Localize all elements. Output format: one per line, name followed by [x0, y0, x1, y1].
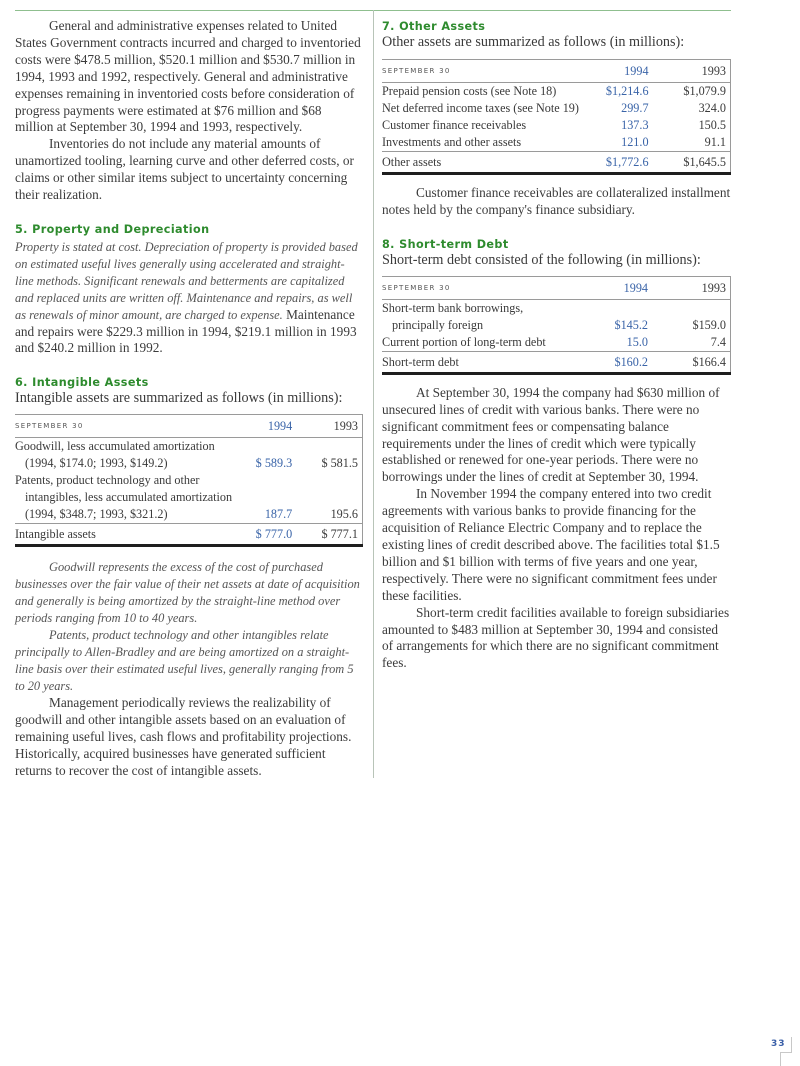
table-header-label: SEPTEMBER 30 [15, 415, 232, 438]
row-label: Customer finance receivables [382, 118, 527, 132]
short-term-debt-table [382, 276, 731, 375]
row-label: Investments and other assets [382, 135, 522, 149]
row-label: Net deferred income taxes (see Note 19) [382, 101, 579, 115]
patents-paragraph: Patents, product technology and other intangibles relate principally to Allen-Bradley and are being amortized on a straight-line basis over their estimated useful lives, generally ranging from 5 to 20 years. [15, 628, 354, 694]
table-row [15, 472, 363, 489]
table-header-row [382, 276, 731, 299]
table-row [382, 117, 731, 134]
table-total-row [15, 524, 363, 546]
note5-repairs-text: Maintenance and repairs were $229.3 million in 1994, $219.1 million in 1993 and $240.2 million in 1992. [15, 306, 357, 356]
value-1993: 324.0 [698, 101, 726, 115]
table-row [15, 455, 363, 472]
total-label: Intangible assets [15, 524, 232, 546]
value-1993: 195.6 [330, 507, 358, 522]
value-1994: 121.0 [621, 135, 649, 149]
total-label: Short-term debt [382, 351, 578, 373]
table-header-1994: 1994 [232, 415, 292, 438]
value-1994: 187.7 [264, 507, 293, 522]
column-divider [373, 10, 374, 778]
foreign-facilities-paragraph: Short-term credit facilities available to foreign subsidiaries amounted to $483 million at September 30, 1994 and consisted of arrangements for which there are no significant commitment fees. [382, 604, 730, 671]
row-label: principally foreign [392, 317, 484, 332]
other-assets-table [382, 59, 731, 175]
note5-heading: 5. Property and Depreciation [15, 222, 210, 236]
customer-finance-paragraph: Customer finance receivables are collateralized installment notes held by the company's finance subsidiary. [382, 185, 731, 217]
value-1994: 15.0 [626, 334, 648, 349]
table-header-label: SEPTEMBER 30 [382, 60, 579, 83]
table-row [382, 134, 731, 152]
table-total-row [382, 152, 731, 174]
table-header-1993: 1993 [649, 60, 731, 83]
table-header-1993: 1993 [292, 415, 362, 438]
note7-heading: 7. Other Assets [382, 20, 486, 33]
value-1993: 91.1 [704, 135, 726, 149]
credit-agreements-paragraph: In November 1994 the company entered into two credit agreements with various banks to provide financing for the acquisition of Reliance Electric Company and to replace the existing lines of credit described above. The facilities total $1.5 billion and $1 billion with terms of five years and one year, respectively. There were no significant commitment fees under these facilities. [382, 486, 720, 603]
note7-intro: Other assets are summarized as follows (in millions): [382, 34, 685, 50]
table-row [382, 317, 731, 334]
table-row [15, 438, 363, 456]
note8-intro: Short-term debt consisted of the following (in millions): [382, 251, 701, 268]
total-1994: $ 777.0 [232, 524, 292, 546]
row-label: Short-term bank borrowings, [382, 300, 524, 315]
right-column [382, 0, 731, 672]
table-row [382, 83, 731, 101]
total-1993: $166.4 [648, 351, 731, 373]
value-1993: $ 581.5 [321, 456, 358, 471]
page-bracket-line [791, 1037, 792, 1052]
inventory-paragraph-1: General and administrative expenses related to United States Government contracts incurred and charged to inventoried costs were $478.5 million, $520.1 million and $530.7 million in 1994, 1993 and 1992, respectively. General and administrative expenses remaining in inventoried costs before consideration of progress payments were estimated at $76 million and $68 million at September 30, 1994 and 1993, respectively. [15, 18, 361, 135]
goodwill-paragraph: Goodwill represents the excess of the cost of purchased businesses over the fair value of their net assets at date of acquisition and generally is being amortized by the straight-line method over periods ranging from 10 to 40 years. [15, 560, 360, 626]
management-review-paragraph: Management periodically reviews the realizability of goodwill and other intangible assets based on an evaluation of remaining useful lives, cash flows and profitability projections. Historically, acquired businesses have generated sufficient returns to recover the cost of intangible assets. [15, 695, 352, 778]
value-1994: 137.3 [621, 118, 649, 132]
total-1993: $1,645.5 [649, 152, 731, 174]
page-number: 33 [771, 1039, 786, 1049]
value-1994: 299.7 [621, 101, 649, 115]
value-1993: 150.5 [698, 118, 726, 132]
credit-lines-paragraph: At September 30, 1994 the company had $630 million of unsecured lines of credit with various banks. There were no significant commitment fees or compensating balance requirements under the lines of credit which were typically established or renewed for one-year periods. There were no borrowings under the lines of credit at September 30, 1994. [382, 384, 720, 485]
page-bracket-line [780, 1052, 781, 1066]
note5-policy-text: Property is stated at cost. Depreciation of property is provided based on estimated useful lives generally using accelerated and straight-line methods. Significant renewals and betterments are capitalized and replaced units are written off. Maintenance and repairs, as well as renewals of minor amount, are charged to expense. [15, 239, 358, 322]
row-label: Goodwill, less accumulated amortization [15, 439, 215, 454]
total-1993: $ 777.1 [292, 524, 362, 546]
intangible-assets-table [15, 414, 363, 547]
table-row [382, 334, 731, 352]
value-1994: $145.2 [614, 317, 648, 332]
value-1994: $1,214.6 [605, 84, 649, 98]
value-1994: $ 589.3 [255, 456, 293, 471]
table-row [15, 506, 363, 524]
left-column [15, 0, 363, 780]
total-1994: $1,772.6 [579, 152, 649, 174]
row-label: (1994, $174.0; 1993, $149.2) [25, 456, 168, 471]
value-1993: $1,079.9 [683, 84, 726, 98]
note6-heading: 6. Intangible Assets [15, 376, 149, 390]
table-total-row [382, 351, 731, 373]
total-label: Other assets [382, 152, 579, 174]
note8-heading: 8. Short-term Debt [382, 237, 509, 251]
note6-intro: Intangible assets are summarized as follows (in millions): [15, 390, 343, 407]
note5-body [15, 239, 363, 357]
table-row [382, 299, 731, 317]
total-1994: $160.2 [578, 351, 648, 373]
table-row [382, 100, 731, 117]
row-label: Prepaid pension costs (see Note 18) [382, 84, 557, 98]
row-label: Patents, product technology and other [15, 473, 200, 488]
row-label: intangibles, less accumulated amortization [25, 490, 233, 505]
row-label: Current portion of long-term debt [382, 334, 546, 349]
table-header-label: SEPTEMBER 30 [382, 276, 578, 299]
page-bracket-line [780, 1052, 792, 1053]
table-header-row [382, 60, 731, 83]
table-header-row [15, 415, 363, 438]
row-label: (1994, $348.7; 1993, $321.2) [25, 507, 168, 522]
value-1993: 7.4 [710, 334, 726, 349]
table-row [15, 489, 363, 506]
table-header-1993: 1993 [648, 276, 731, 299]
value-1993: $159.0 [692, 317, 726, 332]
inventory-paragraph-2: Inventories do not include any material amounts of unamortized tooling, learning curve and other deferred costs, or claims or other similar items subject to uncertainty concerning their realization. [15, 136, 354, 203]
table-header-1994: 1994 [579, 60, 649, 83]
table-header-1994: 1994 [578, 276, 648, 299]
